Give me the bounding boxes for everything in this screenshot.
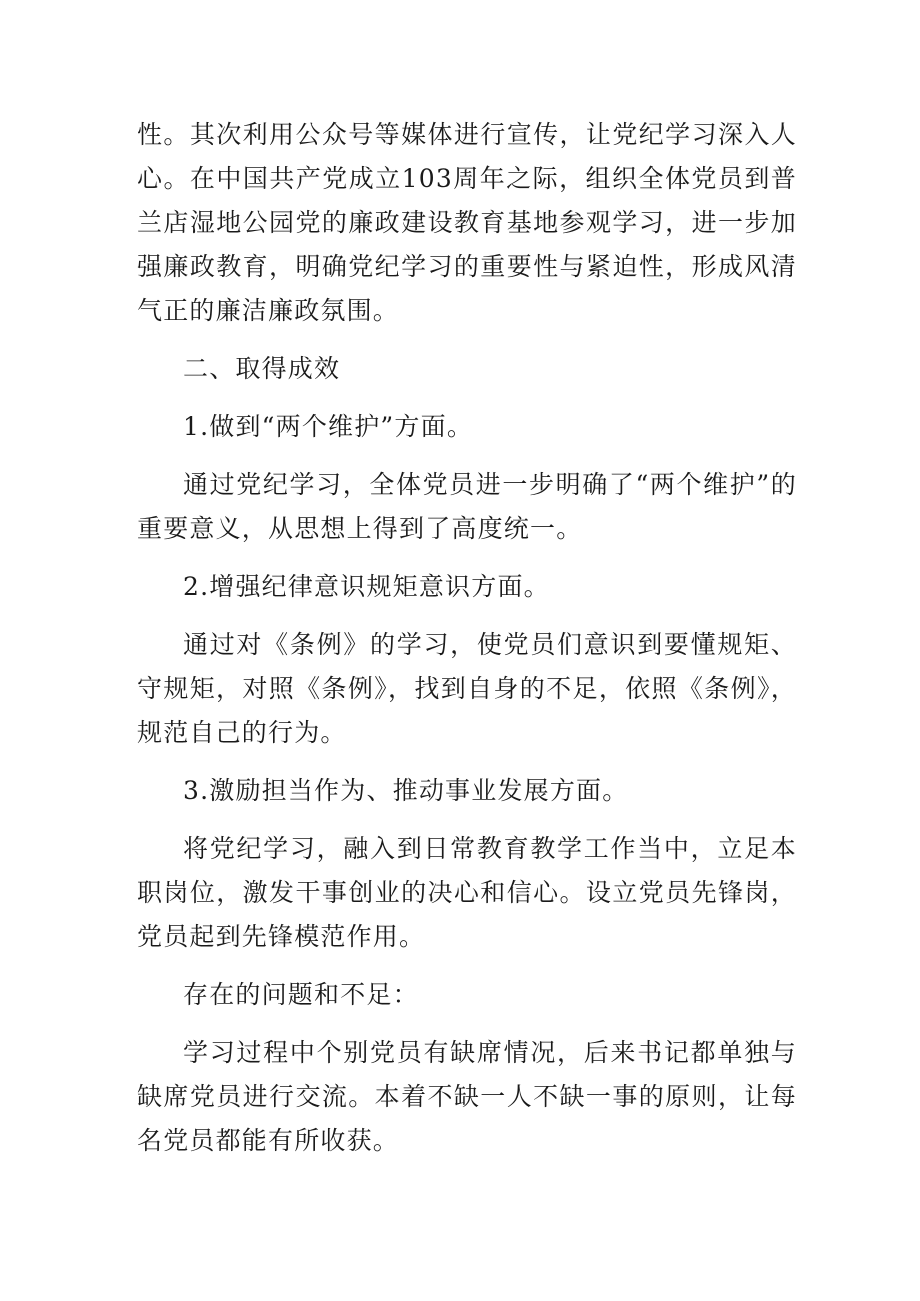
paragraph-intro-continued: 性。其次利用公众号等媒体进行宣传，让党纪学习深入人心。在中国共产党成立103周年之际，组织全体党员到普兰店湿地公园党的廉政建设教育基地参观学习，进一步加强廉政教育，明确党纪学习的重要性与紧迫性，形成风清气正的廉洁廉政氛围。 bbox=[137, 120, 797, 325]
section-heading-achievements: 二、取得成效 bbox=[183, 354, 341, 383]
document-page bbox=[137, 113, 797, 1163]
item-body-1: 通过党纪学习，全体党员进一步明确了“两个维护”的重要意义，从思想上得到了高度统一。 bbox=[137, 470, 797, 543]
item-body-3: 将党纪学习，融入到日常教育教学工作当中，立足本职岗位，激发干事创业的决心和信心。设立党员先锋岗，党员起到先锋模范作用。 bbox=[137, 834, 797, 951]
item-heading-1: 1.做到“两个维护”方面。 bbox=[183, 412, 474, 441]
item-heading-3: 3.激励担当作为、推动事业发展方面。 bbox=[183, 776, 629, 805]
item-body-2: 通过对《条例》的学习，使党员们意识到要懂规矩、守规矩，对照《条例》，找到自身的不足，依照《条例》，规范自己的行为。 bbox=[137, 630, 797, 747]
problems-body: 学习过程中个别党员有缺席情况，后来书记都单独与缺席党员进行交流。本着不缺一人不缺一事的原则，让每名党员都能有所收获。 bbox=[137, 1038, 797, 1155]
item-heading-2: 2.增强纪律意识规矩意识方面。 bbox=[183, 572, 550, 601]
problems-heading: 存在的问题和不足： bbox=[183, 980, 419, 1009]
